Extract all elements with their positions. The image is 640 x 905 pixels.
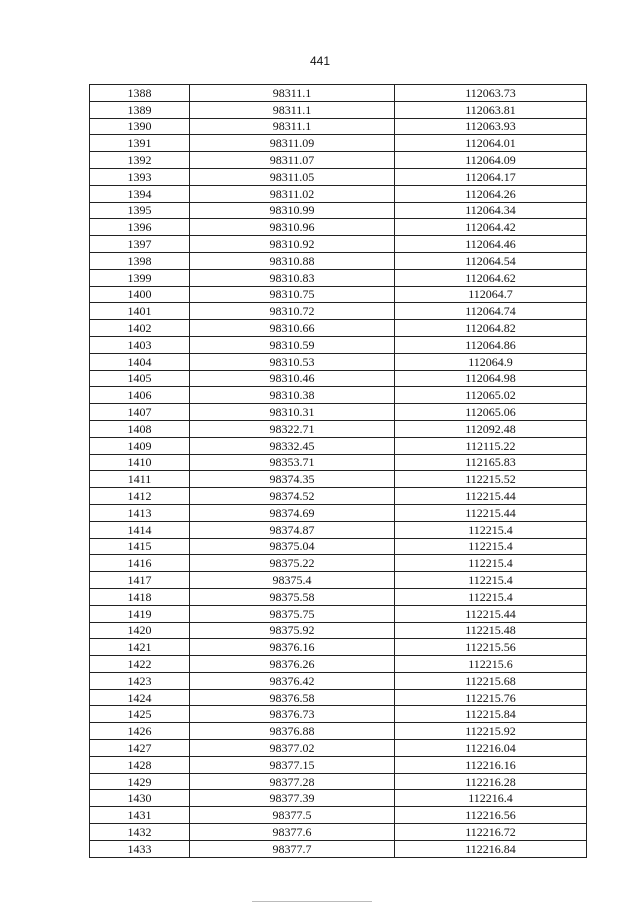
y-coordinate-cell: 112215.92 [395,723,587,740]
y-coordinate-cell: 112165.83 [395,454,587,471]
point-id-cell: 1429 [90,773,190,790]
point-id-cell: 1426 [90,723,190,740]
y-coordinate-cell: 112215.48 [395,622,587,639]
table-row [90,185,587,202]
table-body [90,85,587,858]
y-coordinate-cell: 112216.04 [395,740,587,757]
x-coordinate-cell: 98377.5 [190,807,395,824]
x-coordinate-cell: 98310.83 [190,269,395,286]
x-coordinate-cell: 98311.05 [190,168,395,185]
x-coordinate-cell: 98376.73 [190,706,395,723]
x-coordinate-cell: 98311.07 [190,152,395,169]
x-coordinate-cell: 98376.42 [190,672,395,689]
point-id-cell: 1419 [90,605,190,622]
table-row [90,605,587,622]
point-id-cell: 1418 [90,588,190,605]
table-row [90,437,587,454]
x-coordinate-cell: 98310.99 [190,202,395,219]
x-coordinate-cell: 98310.92 [190,236,395,253]
y-coordinate-cell: 112064.86 [395,336,587,353]
y-coordinate-cell: 112064.09 [395,152,587,169]
y-coordinate-cell: 112215.4 [395,588,587,605]
y-coordinate-cell: 112215.44 [395,605,587,622]
point-id-cell: 1409 [90,437,190,454]
point-id-cell: 1432 [90,824,190,841]
point-id-cell: 1388 [90,85,190,102]
table-row [90,236,587,253]
x-coordinate-cell: 98322.71 [190,420,395,437]
y-coordinate-cell: 112215.56 [395,639,587,656]
table-row [90,303,587,320]
point-id-cell: 1411 [90,471,190,488]
y-coordinate-cell: 112215.76 [395,689,587,706]
table-row [90,101,587,118]
table-row [90,740,587,757]
point-id-cell: 1431 [90,807,190,824]
x-coordinate-cell: 98376.58 [190,689,395,706]
y-coordinate-cell: 112064.7 [395,286,587,303]
table-row [90,420,587,437]
x-coordinate-cell: 98311.1 [190,85,395,102]
y-coordinate-cell: 112063.73 [395,85,587,102]
x-coordinate-cell: 98376.88 [190,723,395,740]
page-bottom-divider [252,901,372,902]
x-coordinate-cell: 98310.53 [190,353,395,370]
x-coordinate-cell: 98377.6 [190,824,395,841]
table-row [90,555,587,572]
point-id-cell: 1408 [90,420,190,437]
table-row [90,320,587,337]
x-coordinate-cell: 98376.26 [190,656,395,673]
x-coordinate-cell: 98353.71 [190,454,395,471]
point-id-cell: 1395 [90,202,190,219]
table-row [90,370,587,387]
x-coordinate-cell: 98310.59 [190,336,395,353]
y-coordinate-cell: 112115.22 [395,437,587,454]
table-row [90,286,587,303]
y-coordinate-cell: 112064.01 [395,135,587,152]
point-id-cell: 1389 [90,101,190,118]
point-id-cell: 1412 [90,488,190,505]
table-row [90,353,587,370]
x-coordinate-cell: 98375.75 [190,605,395,622]
table-row [90,168,587,185]
y-coordinate-cell: 112063.93 [395,118,587,135]
table-row [90,622,587,639]
y-coordinate-cell: 112063.81 [395,101,587,118]
point-id-cell: 1406 [90,387,190,404]
table-row [90,656,587,673]
y-coordinate-cell: 112215.52 [395,471,587,488]
y-coordinate-cell: 112216.72 [395,824,587,841]
point-id-cell: 1414 [90,521,190,538]
x-coordinate-cell: 98374.52 [190,488,395,505]
x-coordinate-cell: 98311.02 [190,185,395,202]
table-row [90,404,587,421]
table-row [90,689,587,706]
y-coordinate-cell: 112216.16 [395,756,587,773]
table-row [90,840,587,857]
table-row [90,824,587,841]
table-row [90,572,587,589]
y-coordinate-cell: 112215.84 [395,706,587,723]
x-coordinate-cell: 98377.7 [190,840,395,857]
point-id-cell: 1399 [90,269,190,286]
point-id-cell: 1423 [90,672,190,689]
table-row [90,773,587,790]
x-coordinate-cell: 98310.75 [190,286,395,303]
point-id-cell: 1413 [90,504,190,521]
table-row [90,202,587,219]
table-row [90,269,587,286]
point-id-cell: 1415 [90,538,190,555]
x-coordinate-cell: 98311.1 [190,118,395,135]
coordinate-table [89,84,587,858]
x-coordinate-cell: 98377.15 [190,756,395,773]
y-coordinate-cell: 112064.54 [395,252,587,269]
point-id-cell: 1396 [90,219,190,236]
x-coordinate-cell: 98311.1 [190,101,395,118]
y-coordinate-cell: 112064.98 [395,370,587,387]
x-coordinate-cell: 98375.92 [190,622,395,639]
y-coordinate-cell: 112092.48 [395,420,587,437]
y-coordinate-cell: 112064.26 [395,185,587,202]
point-id-cell: 1425 [90,706,190,723]
x-coordinate-cell: 98310.88 [190,252,395,269]
x-coordinate-cell: 98375.04 [190,538,395,555]
point-id-cell: 1393 [90,168,190,185]
x-coordinate-cell: 98310.31 [190,404,395,421]
point-id-cell: 1402 [90,320,190,337]
x-coordinate-cell: 98310.38 [190,387,395,404]
y-coordinate-cell: 112215.68 [395,672,587,689]
table-row [90,488,587,505]
table-row [90,135,587,152]
point-id-cell: 1404 [90,353,190,370]
point-id-cell: 1416 [90,555,190,572]
y-coordinate-cell: 112215.4 [395,555,587,572]
table-row [90,807,587,824]
y-coordinate-cell: 112215.6 [395,656,587,673]
y-coordinate-cell: 112216.84 [395,840,587,857]
point-id-cell: 1420 [90,622,190,639]
y-coordinate-cell: 112215.44 [395,488,587,505]
point-id-cell: 1421 [90,639,190,656]
x-coordinate-cell: 98311.09 [190,135,395,152]
table-row [90,521,587,538]
x-coordinate-cell: 98310.66 [190,320,395,337]
table-row [90,85,587,102]
table-row [90,152,587,169]
x-coordinate-cell: 98374.69 [190,504,395,521]
table-row [90,471,587,488]
y-coordinate-cell: 112064.62 [395,269,587,286]
y-coordinate-cell: 112215.4 [395,572,587,589]
y-coordinate-cell: 112215.4 [395,538,587,555]
point-id-cell: 1394 [90,185,190,202]
table-row [90,454,587,471]
point-id-cell: 1401 [90,303,190,320]
point-id-cell: 1398 [90,252,190,269]
x-coordinate-cell: 98374.87 [190,521,395,538]
y-coordinate-cell: 112065.06 [395,404,587,421]
table-row [90,219,587,236]
point-id-cell: 1400 [90,286,190,303]
point-id-cell: 1405 [90,370,190,387]
y-coordinate-cell: 112215.44 [395,504,587,521]
point-id-cell: 1391 [90,135,190,152]
point-id-cell: 1392 [90,152,190,169]
x-coordinate-cell: 98377.02 [190,740,395,757]
point-id-cell: 1428 [90,756,190,773]
point-id-cell: 1430 [90,790,190,807]
table-row [90,706,587,723]
point-id-cell: 1424 [90,689,190,706]
y-coordinate-cell: 112065.02 [395,387,587,404]
y-coordinate-cell: 112064.46 [395,236,587,253]
point-id-cell: 1417 [90,572,190,589]
table-row [90,756,587,773]
table-row [90,790,587,807]
table-row [90,252,587,269]
y-coordinate-cell: 112064.82 [395,320,587,337]
table-row [90,723,587,740]
point-id-cell: 1427 [90,740,190,757]
y-coordinate-cell: 112216.4 [395,790,587,807]
x-coordinate-cell: 98376.16 [190,639,395,656]
x-coordinate-cell: 98375.22 [190,555,395,572]
x-coordinate-cell: 98310.96 [190,219,395,236]
table-row [90,538,587,555]
y-coordinate-cell: 112064.42 [395,219,587,236]
point-id-cell: 1422 [90,656,190,673]
y-coordinate-cell: 112216.28 [395,773,587,790]
table-row [90,672,587,689]
table-row [90,504,587,521]
point-id-cell: 1433 [90,840,190,857]
table-row [90,387,587,404]
x-coordinate-cell: 98332.45 [190,437,395,454]
y-coordinate-cell: 112064.9 [395,353,587,370]
point-id-cell: 1410 [90,454,190,471]
y-coordinate-cell: 112215.4 [395,521,587,538]
point-id-cell: 1407 [90,404,190,421]
x-coordinate-cell: 98377.39 [190,790,395,807]
table-row [90,336,587,353]
x-coordinate-cell: 98375.58 [190,588,395,605]
y-coordinate-cell: 112216.56 [395,807,587,824]
y-coordinate-cell: 112064.34 [395,202,587,219]
table-row [90,639,587,656]
x-coordinate-cell: 98310.46 [190,370,395,387]
point-id-cell: 1390 [90,118,190,135]
x-coordinate-cell: 98377.28 [190,773,395,790]
table-row [90,588,587,605]
page-number: 441 [309,54,331,68]
table-row [90,118,587,135]
x-coordinate-cell: 98375.4 [190,572,395,589]
y-coordinate-cell: 112064.74 [395,303,587,320]
point-id-cell: 1397 [90,236,190,253]
x-coordinate-cell: 98374.35 [190,471,395,488]
x-coordinate-cell: 98310.72 [190,303,395,320]
point-id-cell: 1403 [90,336,190,353]
y-coordinate-cell: 112064.17 [395,168,587,185]
